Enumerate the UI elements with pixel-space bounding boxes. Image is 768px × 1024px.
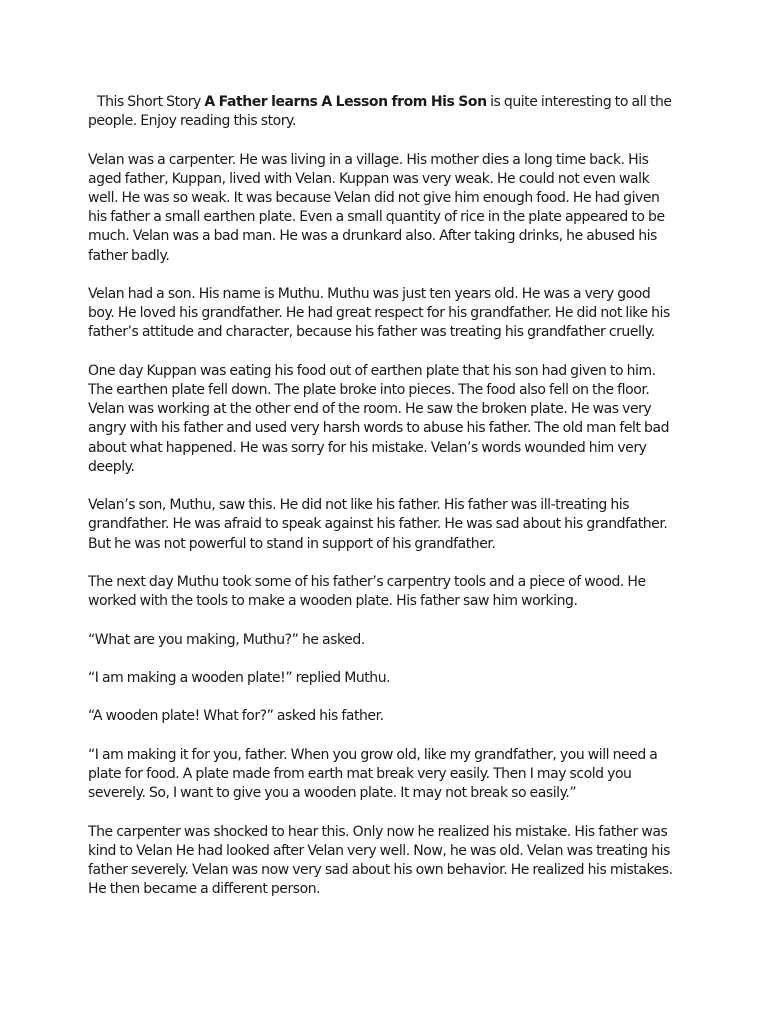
dialogue-muthu-reply: “I am making a wooden plate!” replied Muthu.	[88, 669, 391, 686]
intro-text-before: This Short Story	[97, 94, 205, 110]
paragraph-conclusion: The carpenter was shocked to hear this. Only now he realized his mistake. His father was kind to Velan He had looked after Velan very well. Now, he was old. Velan was treating his father severely. Velan was now very sad about his own behavior. He realized his mistakes. He then became a different person.	[88, 823, 673, 898]
paragraph-1: Velan was a carpenter. He was living in a village. His mother dies a long time back. His aged father, Kuppan, lived with Velan. Kuppan was very weak. He could not even walk well. He was so weak. It was because Velan did not give him enough food. He had given his father a small earthen plate. Even a small quantity of rice in the plate appeared to be much. Velan was a bad man. He was a drunkard also. After taking drinks, he abused his father badly.	[88, 151, 665, 264]
intro-paragraph	[88, 93, 678, 131]
story-title: A Father learns A Lesson from His Son	[204, 94, 487, 110]
paragraph-5: The next day Muthu took some of his father’s carpentry tools and a piece of wood. He worked with the tools to make a wooden plate. His father saw him working.	[88, 574, 646, 610]
dialogue-father-what-for: “A wooden plate! What for?” asked his father.	[88, 708, 384, 725]
document-page	[88, 93, 678, 919]
paragraph-3: One day Kuppan was eating his food out of earthen plate that his son had given to him. The earthen plate fell down. The plate broke into pieces. The food also fell on the floor. Velan was working at the other end of the room. He saw the broken plate. He was very angry with his father and used very harsh words to abuse his father. The old man felt bad about what happened. He was sorry for his mistake. Velan’s words wounded him very deeply.	[88, 362, 670, 475]
paragraph-4: Velan’s son, Muthu, saw this. He did not like his father. His father was ill-treating his grandfather. He was afraid to speak against his father. He was sad about his grandfather. But he was not powerful to stand in support of his grandfather.	[88, 497, 668, 552]
dialogue-muthu-explanation: “I am making it for you, father. When you grow old, like my grandfather, you will need a plate for food. A plate made from earth mat break very easily. Then I may scold you severely. So, I want to give you a wooden plate. It may not break so easily.”	[88, 746, 658, 802]
paragraph-2: Velan had a son. His name is Muthu. Muthu was just ten years old. He was a very good boy. He loved his grandfather. He had great respect for his grandfather. He did not like his father’s attitude and character, because his father was treating his grandfather cruelly.	[88, 286, 670, 341]
intro-text-after: is quite interesting to all the people. Enjoy reading this story.	[88, 94, 672, 130]
dialogue-father-question: “What are you making, Muthu?” he asked.	[88, 631, 365, 648]
